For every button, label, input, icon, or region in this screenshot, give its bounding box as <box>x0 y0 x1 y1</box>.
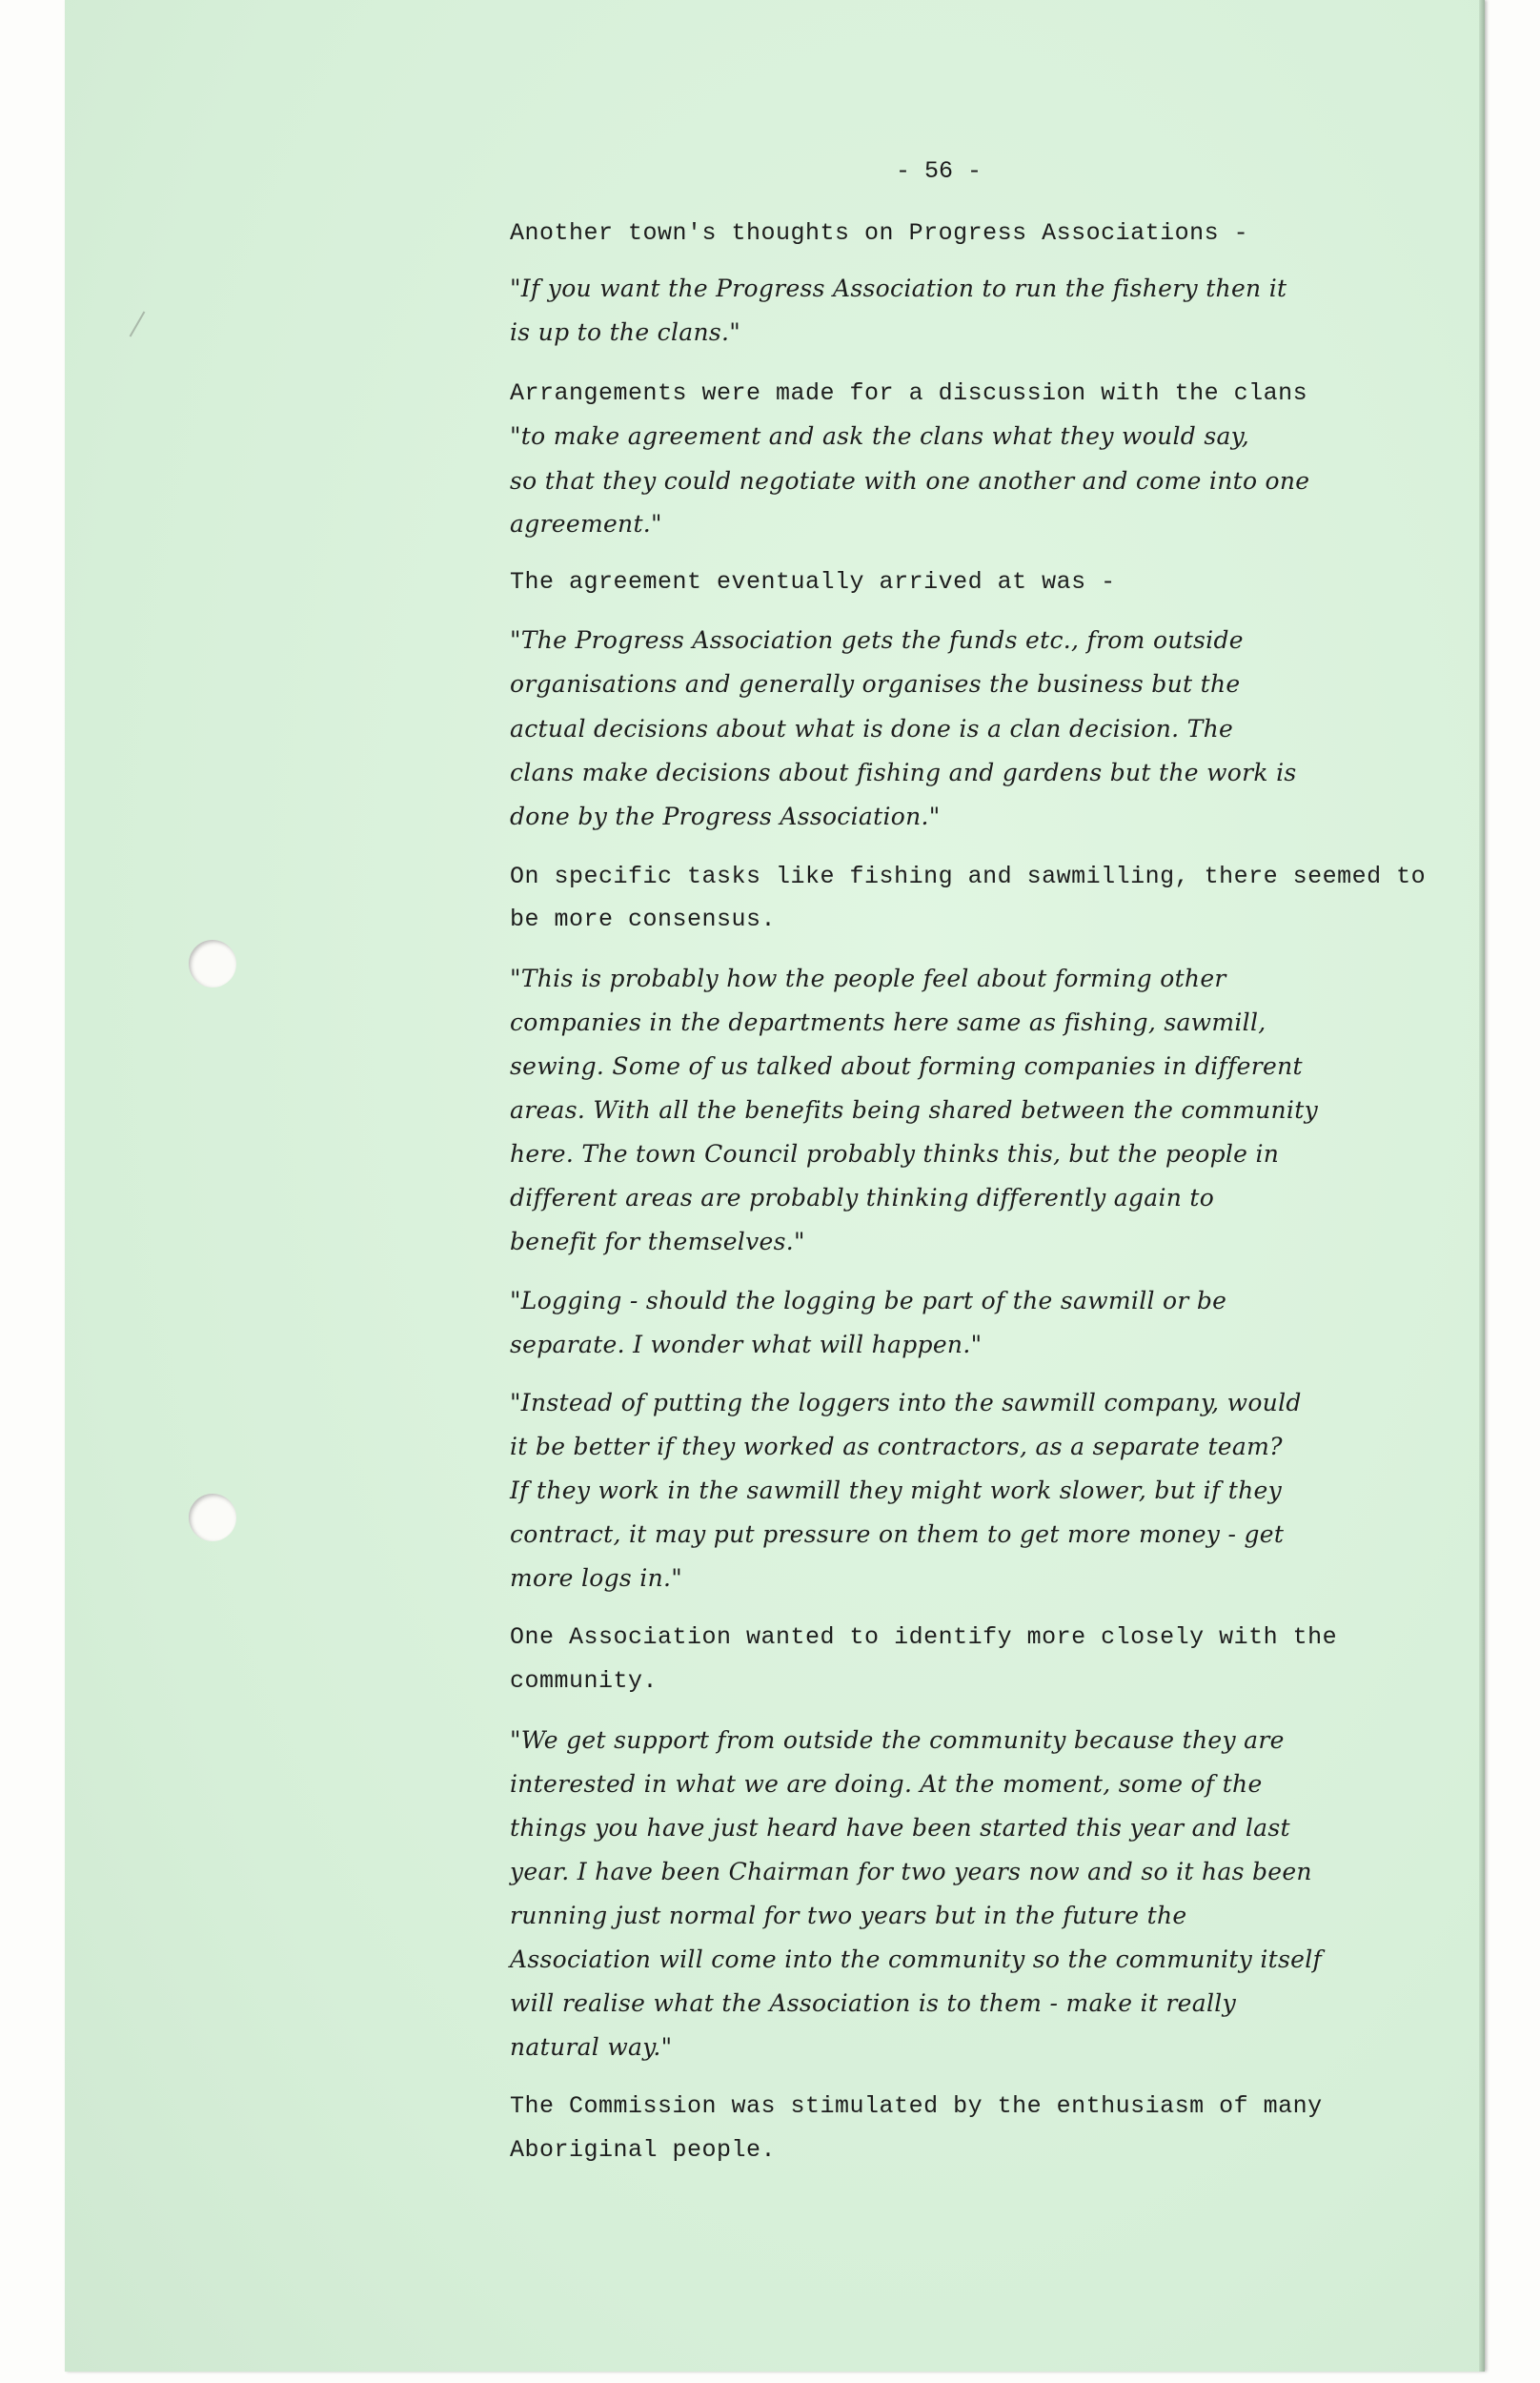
quote-line: companies in the departments here same as fishing, sawmill, <box>510 1008 1266 1036</box>
text-line: One Association wanted to identify more closely with the <box>510 1623 1338 1651</box>
margin-mark <box>130 312 146 337</box>
text-line: The Commission was stimulated by the enthusiasm of many <box>510 2092 1323 2120</box>
page-edge-shadow <box>1479 0 1485 2372</box>
quote-line: If they work in the sawmill they might work slower, but if they <box>510 1477 1283 1504</box>
quote-line: Association will come into the community so the community itself <box>510 1945 1323 1973</box>
quote-line: areas. With all the benefits being shared between the community <box>510 1096 1319 1124</box>
quote-line: things you have just heard have been started this year and last <box>510 1814 1290 1842</box>
punch-hole-bottom <box>189 1494 236 1541</box>
quote-line: "If you want the Progress Association to run the fishery then it <box>510 275 1287 302</box>
quote-line: separate. I wonder what will happen." <box>510 1331 983 1358</box>
quote-line: clans make decisions about fishing and gardens but the work is <box>510 759 1297 786</box>
quote-line: interested in what we are doing. At the moment, some of the <box>510 1770 1263 1798</box>
text-line: On specific tasks like fishing and sawmilling, there seemed to <box>510 863 1427 890</box>
quote-line: "We get support from outside the community because they are <box>510 1726 1285 1754</box>
quote-line: it be better if they worked as contractors, as a separate team? <box>510 1433 1283 1460</box>
text-line: The agreement eventually arrived at was - <box>510 568 1116 596</box>
text-line: be more consensus. <box>510 906 777 933</box>
quote-line: "This is probably how the people feel about forming other <box>510 965 1226 992</box>
quote-line: "Logging - should the logging be part of the sawmill or be <box>510 1287 1227 1314</box>
quote-line: done by the Progress Association." <box>510 803 941 830</box>
quote-line: "to make agreement and ask the clans what they would say, <box>510 422 1250 450</box>
quote-line: contract, it may put pressure on them to get more money - get <box>510 1520 1285 1548</box>
quote-line: sewing. Some of us talked about forming companies in different <box>510 1052 1303 1080</box>
quote-line: here. The town Council probably thinks this, but the people in <box>510 1140 1280 1168</box>
punch-hole-top <box>189 940 236 988</box>
quote-line: will realise what the Association is to them - make it really <box>510 1989 1237 2017</box>
text-line: Aboriginal people. <box>510 2136 777 2164</box>
quote-line: actual decisions about what is done is a clan decision. The <box>510 715 1234 743</box>
quote-line: agreement." <box>510 510 662 538</box>
quote-line: is up to the clans." <box>510 318 741 346</box>
quote-line: more logs in." <box>510 1564 683 1592</box>
page-number: - 56 - <box>895 157 982 185</box>
quote-line: "The Progress Association gets the funds etc., from outside <box>510 626 1244 654</box>
quote-line: different areas are probably thinking differently again to <box>510 1184 1215 1212</box>
quote-line: so that they could negotiate with one another and come into one <box>510 467 1310 495</box>
quote-line: organisations and generally organises the business but the <box>510 670 1241 698</box>
quote-line: year. I have been Chairman for two years now and so it has been <box>510 1858 1312 1885</box>
quote-line: "Instead of putting the loggers into the sawmill company, would <box>510 1389 1302 1416</box>
text-line: community. <box>510 1667 659 1695</box>
quote-line: natural way." <box>510 2033 673 2061</box>
text-line: Arrangements were made for a discussion with the clans <box>510 379 1308 407</box>
quote-line: running just normal for two years but in the future the <box>510 1902 1187 1929</box>
text-line: Another town's thoughts on Progress Associations - <box>510 219 1249 247</box>
quote-line: benefit for themselves." <box>510 1228 805 1255</box>
